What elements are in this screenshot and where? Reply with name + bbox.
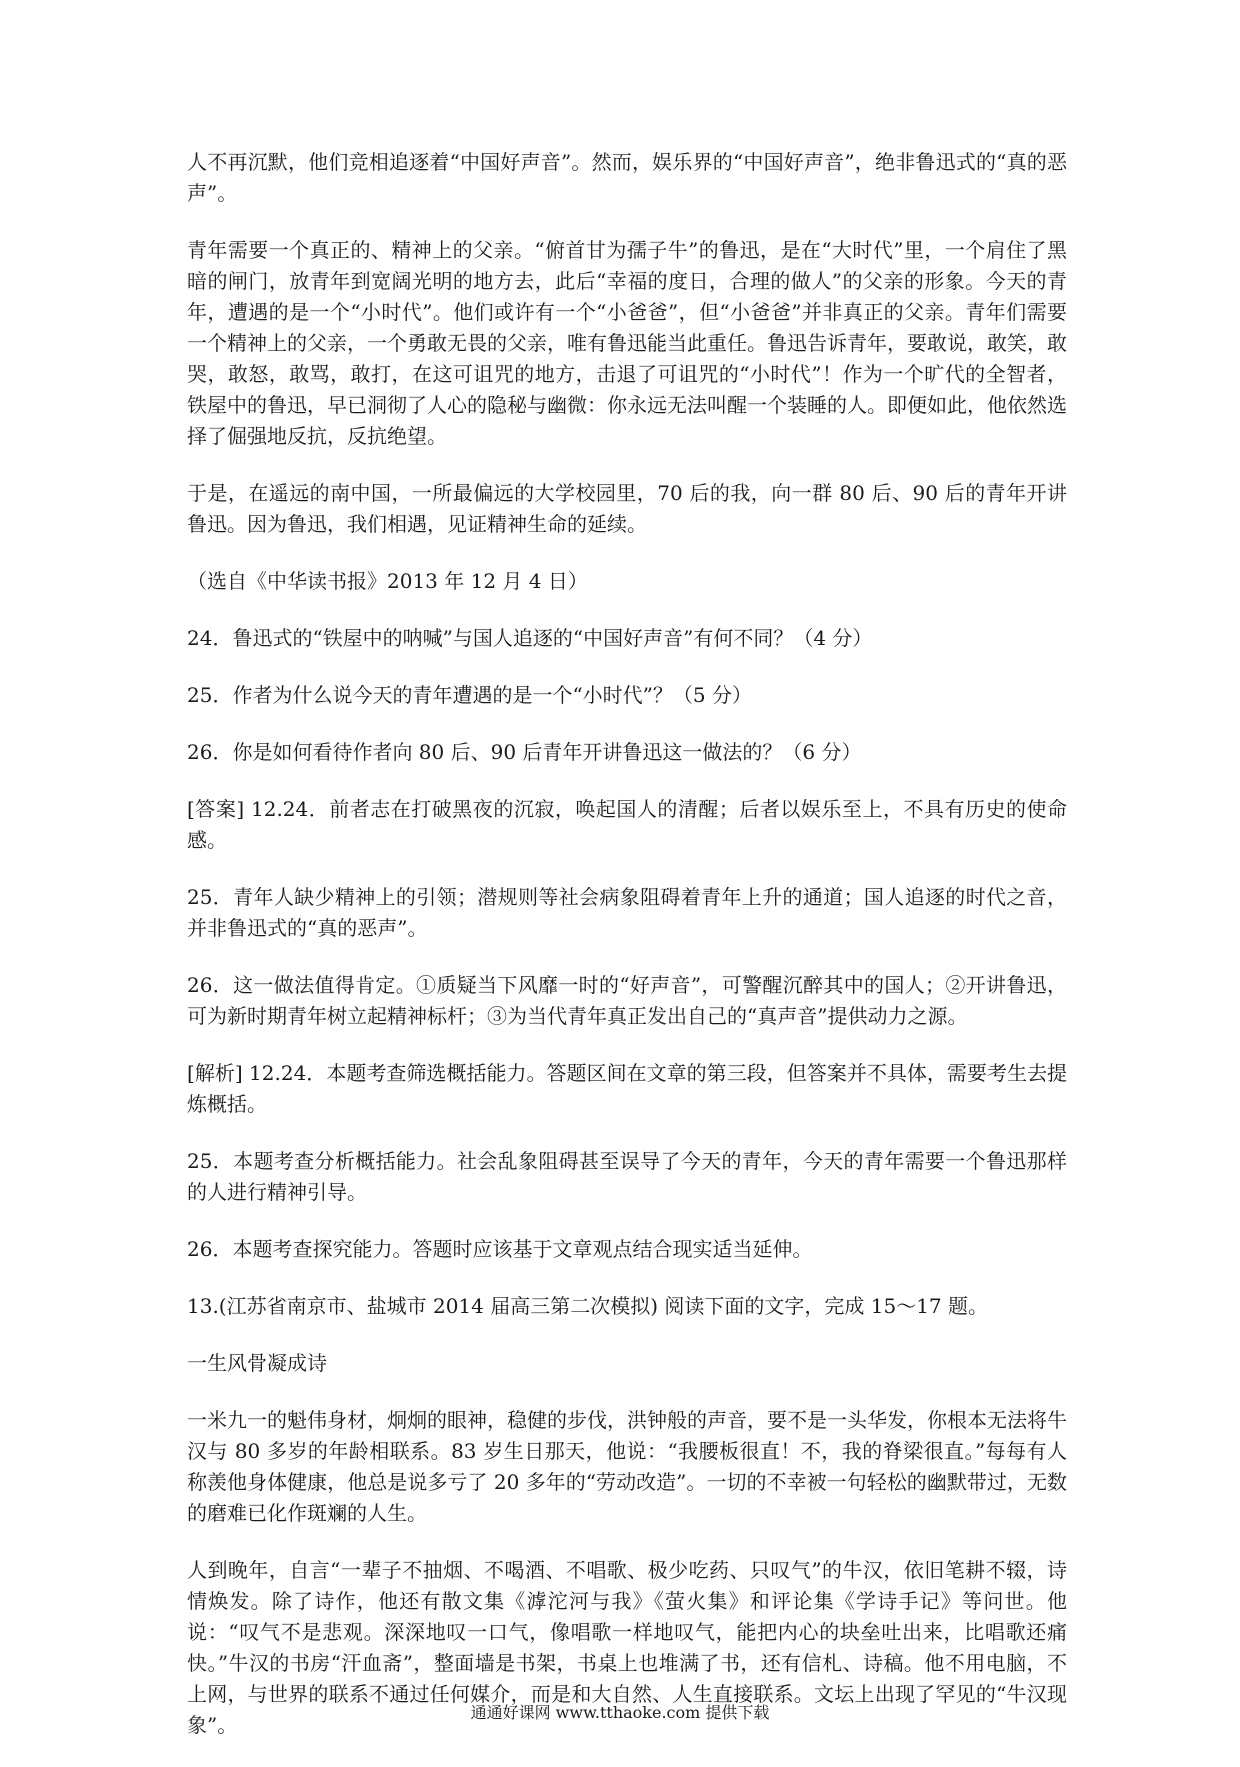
- article-paragraph-2: 人到晚年，自言“一辈子不抽烟、不喝酒、不唱歌、极少吃药、只叹气”的牛汉，依旧笔耕不辍，诗情焕发。除了诗作，他还有散文集《滹沱河与我》《萤火集》和评论集《学诗手记》等问世。他说：“叹气不是悲观。深深地叹一口气，像唱歌一样地叹气，能把内心的块垒吐出来，比唱歌还痛快。”牛汉的书房“汗血斋”，整面墙是书架，书桌上也堆满了书，还有信札、诗稿。他不用电脑，不上网，与世界的联系不通过任何媒介，而是和大自然、人生直接联系。文坛上出现了罕见的“牛汉现象”。: [187, 1558, 1067, 1737]
- analysis-24: [解析] 12.24．本题考查筛选概括能力。答题区间在文章的第三段，但答案并不具体，需要考生去提炼概括。: [187, 1061, 1067, 1116]
- answer-25: 25．青年人缺少精神上的引领；潜规则等社会病象阻碍着青年上升的通道；国人追逐的时代之音，并非鲁迅式的“真的恶声”。: [187, 885, 1067, 940]
- document-body: [187, 147, 1067, 1767]
- article-title: 一生风骨凝成诗: [187, 1351, 327, 1375]
- paragraph-1: 人不再沉默，他们竞相追逐着“中国好声音”。然而，娱乐界的“中国好声音”，绝非鲁迅式的“真的恶声”。: [187, 150, 1067, 205]
- question-24: 24．鲁迅式的“铁屋中的呐喊”与国人追逐的“中国好声音”有何不同？（4 分）: [187, 626, 873, 650]
- question-26: 26．你是如何看待作者向 80 后、90 后青年开讲鲁迅这一做法的？（6 分）: [187, 740, 862, 764]
- source-citation: （选自《中华读书报》2013 年 12 月 4 日）: [187, 569, 588, 593]
- page-footer: 通通好课网 www.tthaoke.com 提供下载: [470, 1703, 770, 1722]
- analysis-25: 25．本题考查分析概括能力。社会乱象阻碍甚至误导了今天的青年，今天的青年需要一个鲁迅那样的人进行精神引导。: [187, 1149, 1067, 1204]
- answer-26: 26．这一做法值得肯定。①质疑当下风靡一时的“好声音”，可警醒沉醉其中的国人；②开讲鲁迅，可为新时期青年树立起精神标杆；③为当代青年真正发出自己的“真声音”提供动力之源。: [187, 973, 1067, 1028]
- question-13-heading: 13.(江苏省南京市、盐城市 2014 届高三第二次模拟) 阅读下面的文字，完成 15～17 题。: [187, 1294, 988, 1318]
- paragraph-3: 于是，在遥远的南中国，一所最偏远的大学校园里，70 后的我，向一群 80 后、90 后的青年开讲鲁迅。因为鲁迅，我们相遇，见证精神生命的延续。: [187, 481, 1067, 536]
- analysis-26: 26．本题考查探究能力。答题时应该基于文章观点结合现实适当延伸。: [187, 1237, 813, 1261]
- article-paragraph-1: 一米九一的魁伟身材，炯炯的眼神，稳健的步伐，洪钟般的声音，要不是一头华发，你根本无法将牛汉与 80 多岁的年龄相联系。83 岁生日那天，他说：“我腰板很直！不，我的脊梁很直。”每每有人称羡他身体健康，他总是说多亏了 20 多年的“劳动改造”。一切的不幸被一句轻松的幽默带过，无数的磨难已化作斑斓的人生。: [187, 1408, 1067, 1525]
- paragraph-2: 青年需要一个真正的、精神上的父亲。“俯首甘为孺子牛”的鲁迅，是在“大时代”里，一个肩住了黑暗的闸门，放青年到宽阔光明的地方去，此后“幸福的度日，合理的做人”的父亲的形象。今天的青年，遭遇的是一个“小时代”。他们或许有一个“小爸爸”，但“小爸爸”并非真正的父亲。青年们需要一个精神上的父亲，一个勇敢无畏的父亲，唯有鲁迅能当此重任。鲁迅告诉青年，要敢说，敢笑，敢哭，敢怒，敢骂，敢打，在这可诅咒的地方，击退了可诅咒的“小时代”！作为一个旷代的全智者，铁屋中的鲁迅，早已洞彻了人心的隐秘与幽微：你永远无法叫醒一个装睡的人。即便如此，他依然选择了倔强地反抗，反抗绝望。: [187, 238, 1067, 448]
- question-25: 25．作者为什么说今天的青年遭遇的是一个“小时代”？（5 分）: [187, 683, 752, 707]
- answer-24: [答案] 12.24．前者志在打破黑夜的沉寂，唤起国人的清醒；后者以娱乐至上，不具有历史的使命感。: [187, 797, 1067, 852]
